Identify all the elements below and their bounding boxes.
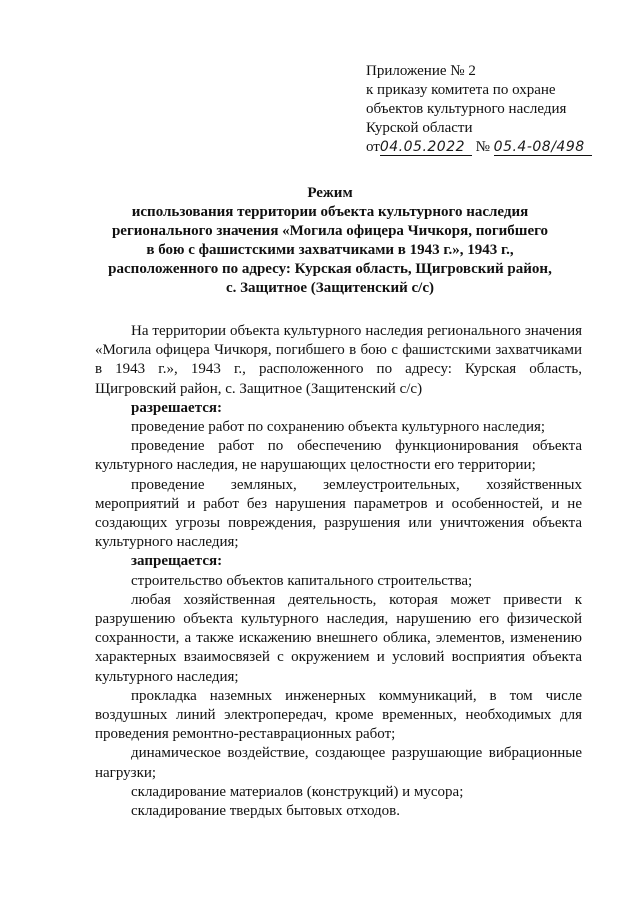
forbidden-item: любая хозяйственная деятельность, которая может привести к разрушению объекта культурного наследия, нарушению его физической сохранности, а также искажению внешнего облика, элементов, изменению характерных взаимосвязей с окружением и условий восприятия объекта культурного наследия; <box>95 591 582 685</box>
appendix-region-line: Курской области <box>366 120 473 136</box>
title-line-6: с. Защитное (Защитенский с/с) <box>225 280 434 296</box>
date-prefix: от <box>366 139 380 155</box>
appendix-date-number-line <box>366 138 626 157</box>
title-line-5: расположенного по адресу: Курская область, Щигровский район, <box>108 261 552 277</box>
allowed-item: проведение работ по сохранению объекта культурного наследия; <box>131 419 546 436</box>
forbidden-item: складирование твердых бытовых отходов. <box>131 803 401 820</box>
document-title <box>90 184 570 298</box>
intro-paragraph: На территории объекта культурного наследия регионального значения «Могила офицера Чичкоря, погибшего в бою с фашистскими захватчиками в 1943 г.», 1943 г., расположенного по адресу: Курская область, Щигровский район, с. Защитное (Защитенский с/с) <box>95 323 582 397</box>
forbidden-item: складирование материалов (конструкций) и мусора; <box>131 783 464 800</box>
forbidden-item: строительство объектов капитального строительства; <box>131 572 473 589</box>
title-line-3: регионального значения «Могила офицера Чичкоря, погибшего <box>111 223 549 239</box>
title-line-2: использования территории объекта культурного наследия <box>131 204 529 220</box>
number-prefix: № <box>475 139 490 155</box>
forbidden-heading: запрещается: <box>131 553 223 570</box>
handwritten-date: 04.05.2022 <box>380 139 472 156</box>
allowed-item: проведение земляных, землеустроительных, хозяйственных мероприятий и работ без нарушения параметров и особенностей, и не создающих угрозы повреждения, разрушения или уничтожения объекта культурного наследия; <box>95 476 582 551</box>
appendix-committee-line: объектов культурного наследия <box>366 101 567 117</box>
title-line-1: Режим <box>307 185 353 201</box>
forbidden-item: динамическое воздействие, создающее разрушающие вибрационные нагрузки; <box>95 745 582 781</box>
title-line-4: в бою с фашистскими захватчиками в 1943 г.», 1943 г., <box>146 242 514 258</box>
appendix-order-line: к приказу комитета по охране <box>366 82 556 98</box>
allowed-item: проведение работ по обеспечению функционирования объекта культурного наследия, не нарушающих целостности его территории; <box>95 438 582 474</box>
appendix-title: Приложение № 2 <box>366 63 476 79</box>
forbidden-item: прокладка наземных инженерных коммуникаций, в том числе воздушных линий электропередач, кроме временных, необходимых для проведения ремонтно-реставрационных работ; <box>95 687 582 743</box>
handwritten-number: 05.4-08/498 <box>494 139 592 156</box>
document-body <box>95 322 582 821</box>
allowed-heading: разрешается: <box>131 399 223 416</box>
appendix-header <box>366 62 626 157</box>
